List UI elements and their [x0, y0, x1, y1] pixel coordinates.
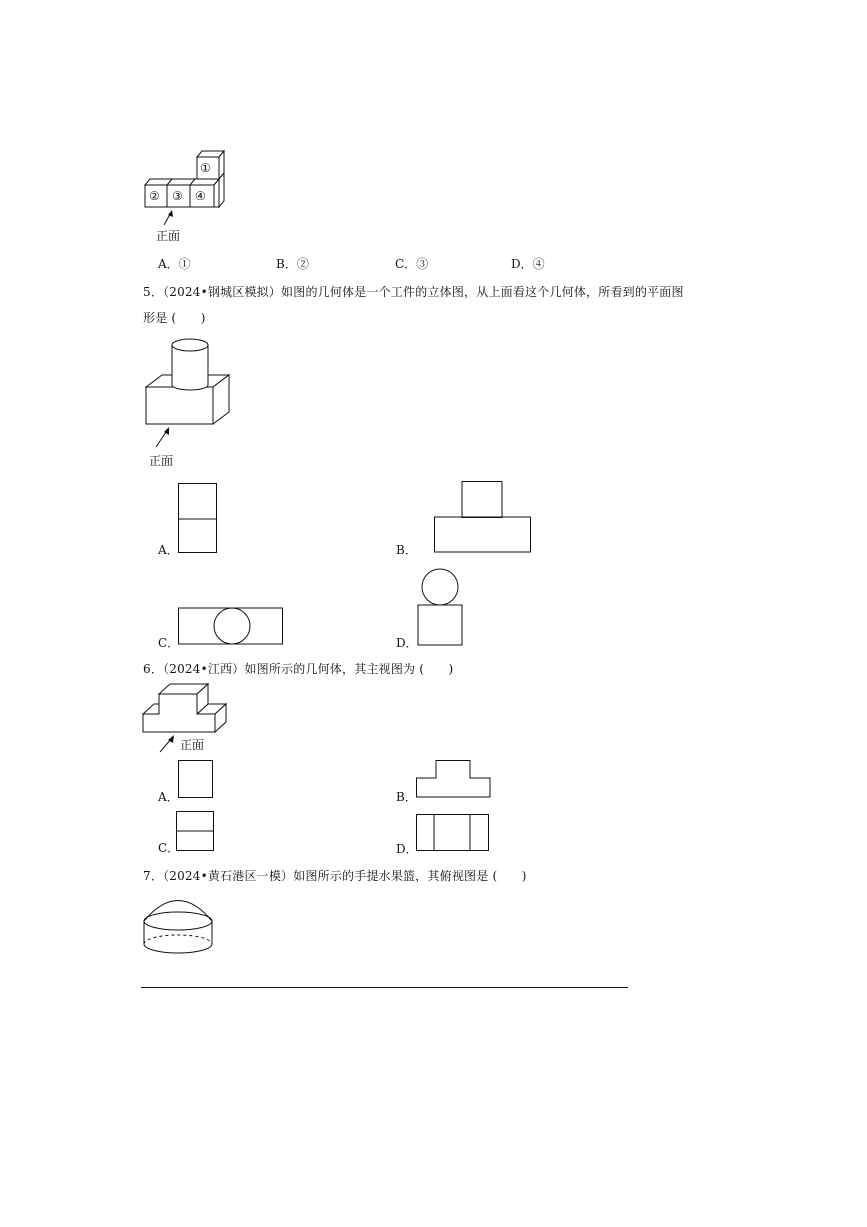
q5-option-b[interactable]: B．: [396, 481, 536, 555]
option-c-drawing: [178, 606, 284, 646]
front-label: 正面: [149, 454, 174, 468]
q4-option-a[interactable]: A．①: [158, 257, 191, 271]
q7-figure: [140, 888, 220, 958]
q6-option-a[interactable]: A．: [158, 760, 228, 802]
q5-option-a[interactable]: A．: [158, 483, 238, 555]
q4-option-d[interactable]: D．④: [511, 257, 545, 271]
q6-option-c[interactable]: C．: [158, 811, 228, 853]
q5-text-line2: 形是 ( ): [143, 311, 206, 325]
q4-option-b[interactable]: B．②: [276, 257, 309, 271]
option-c-drawing: [176, 811, 216, 853]
option-d-drawing: [416, 814, 492, 854]
q5-option-c[interactable]: C．: [158, 606, 288, 648]
option-a-drawing: [178, 483, 218, 553]
q6-figure: [140, 680, 250, 755]
cube-label-4: ④: [195, 189, 206, 203]
q6-option-d[interactable]: D．: [396, 814, 496, 854]
front-label: 正面: [156, 229, 181, 243]
q4-option-c[interactable]: C．③: [395, 257, 429, 271]
q7-text-line1: 7．（2024•黄石港区一模）如图所示的手提水果篮，其俯视图是 ( ): [143, 869, 527, 883]
q5-text-line1: 5．（2024•钢城区模拟）如图的几何体是一个工件的立体图，从上面看这个几何体，所看到的平面图: [143, 285, 684, 299]
option-a-drawing: [178, 760, 214, 800]
option-b-drawing: [434, 481, 534, 553]
option-b-drawing: [416, 760, 496, 800]
stepped-solid-drawing: [140, 680, 240, 740]
cube-label-3: ③: [172, 189, 183, 203]
cube-stack-drawing: [140, 145, 240, 215]
fruit-basket-drawing: [140, 888, 220, 958]
front-label: 正面: [180, 738, 205, 752]
q6-option-b[interactable]: B．: [396, 760, 506, 802]
q5-option-d[interactable]: D．: [396, 567, 476, 648]
footer-rule: [141, 987, 628, 988]
cube-label-1: ①: [200, 161, 211, 175]
q5-figure: [140, 335, 250, 470]
cylinder-on-box-drawing: [140, 335, 250, 430]
q6-text-line1: 6．（2024•江西）如图所示的几何体，其主视图为 ( ): [143, 662, 454, 676]
front-arrow-icon: [152, 425, 182, 455]
cube-label-2: ②: [149, 189, 160, 203]
option-d-drawing: [416, 567, 466, 647]
q4-figure: [140, 145, 240, 245]
